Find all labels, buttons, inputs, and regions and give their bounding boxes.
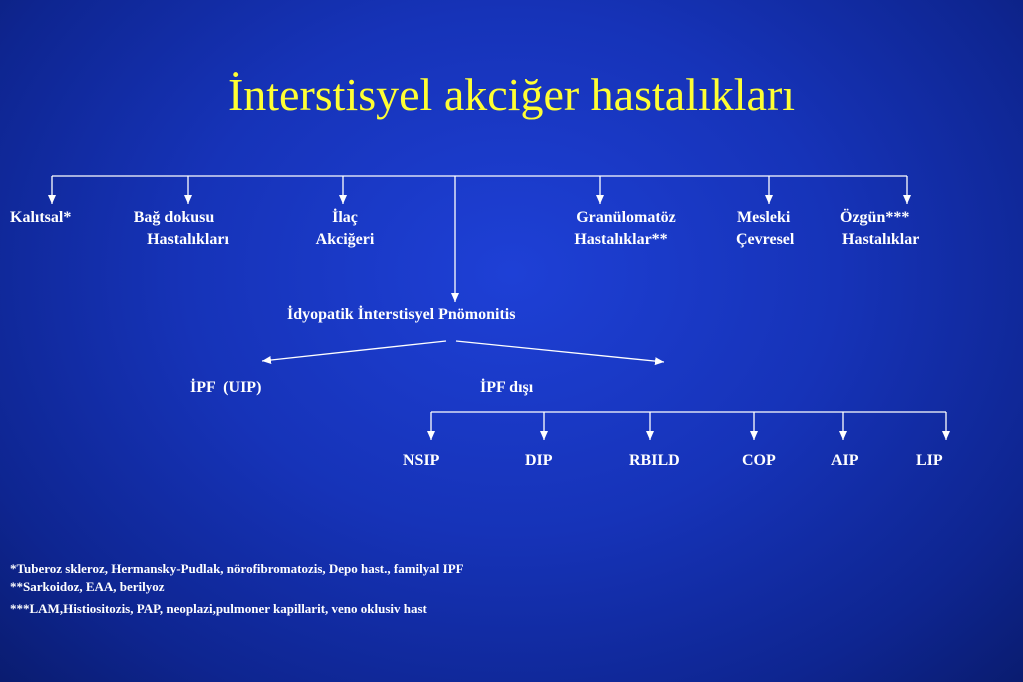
category-bag-dokusu — [120, 207, 256, 251]
category-mesleki-line2: Çevresel — [736, 231, 795, 248]
category-kalitsal — [10, 207, 71, 229]
category-kalitsal-line1: Kalıtsal* — [10, 209, 72, 226]
subtype-dip: DIP — [525, 452, 553, 469]
arrow-non-ipf — [456, 341, 664, 362]
category-ilac-line1: İlaç — [332, 209, 358, 226]
footnote-1: *Tuberoz skleroz, Hermansky-Pudlak, nörofibromatozis, Depo hast., familyal IPF — [10, 561, 464, 576]
category-bag-dokusu-line2: Hastalıkları — [147, 231, 229, 248]
category-mesleki — [736, 207, 794, 251]
category-bag-dokusu-line1: Bağ dokusu — [133, 209, 215, 226]
category-granulomatoz-line2: Hastalıklar** — [574, 231, 668, 248]
category-ilac — [290, 207, 400, 251]
subtype-rbild: RBILD — [629, 452, 680, 469]
category-ilac-line2: Akciğeri — [315, 231, 375, 248]
category-granulomatoz — [546, 207, 696, 251]
category-ozgun — [838, 207, 919, 251]
non-ipf-label: İPF dışı — [480, 379, 534, 396]
subtype-nsip: NSIP — [403, 452, 440, 469]
category-granulomatoz-line1: Granülomatöz — [576, 209, 676, 226]
arrow-ipf — [262, 341, 446, 361]
category-mesleki-line1: Mesleki — [737, 209, 791, 226]
category-ozgun-line2: Hastalıklar — [842, 231, 920, 248]
ipf-label: İPF (UIP) — [190, 379, 262, 396]
footnote-2: **Sarkoidoz, EAA, berilyoz — [10, 579, 165, 594]
footnote-3: ***LAM,Histiositozis, PAP, neoplazi,pulmoner kapillarit, veno oklusiv hast — [10, 601, 427, 616]
slide-title: İnterstisyel akciğer hastalıkları — [227, 69, 796, 120]
idiopathic-label: İdyopatik İnterstisyel Pnömonitis — [287, 306, 516, 323]
subtype-lip: LIP — [916, 452, 943, 469]
subtype-aip: AIP — [831, 452, 859, 469]
subtype-cop: COP — [742, 452, 776, 469]
category-ozgun-line1: Özgün*** — [840, 209, 910, 226]
